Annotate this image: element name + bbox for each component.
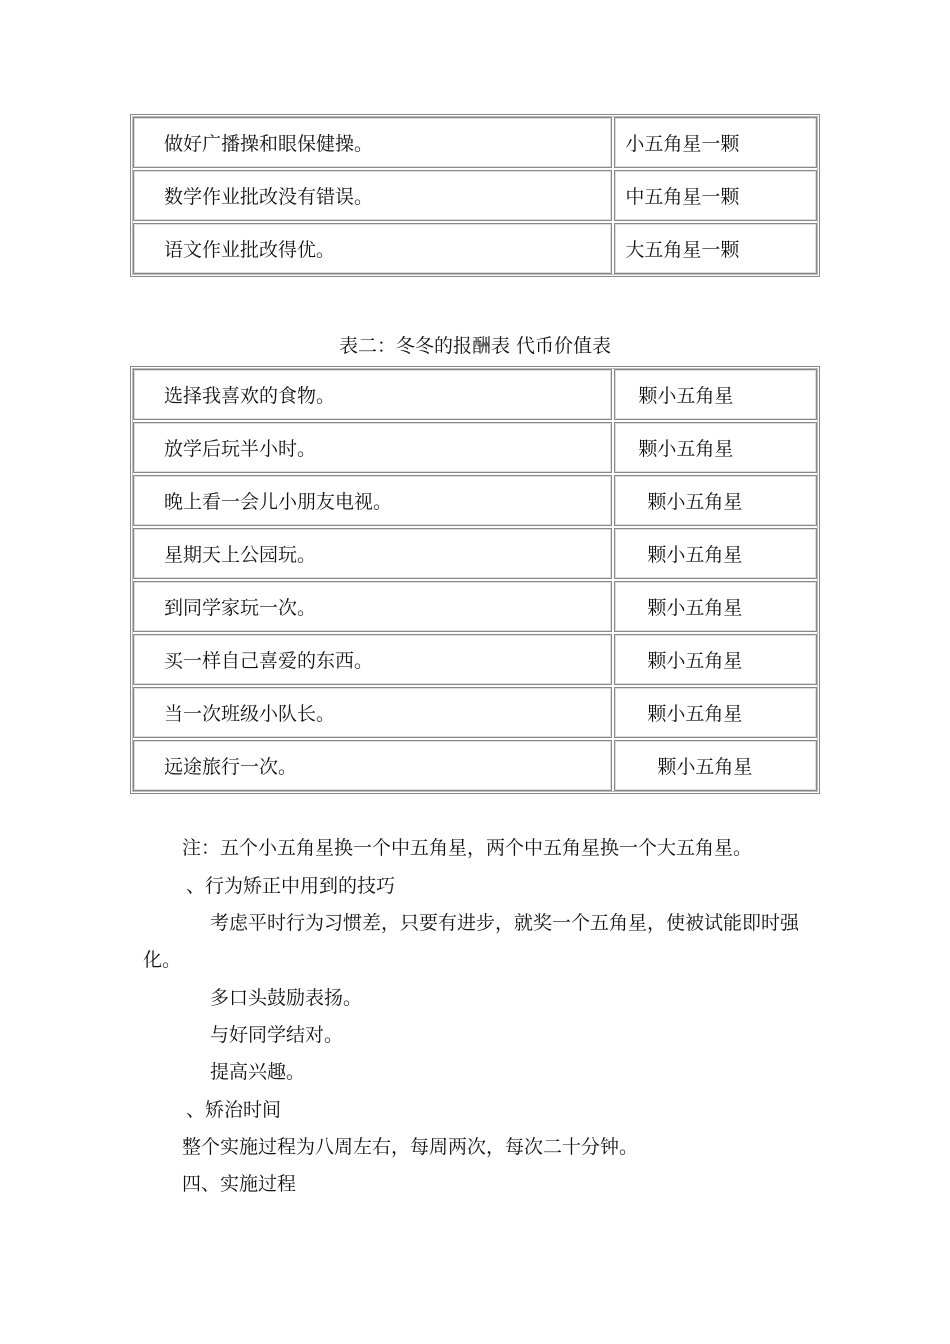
activity-cell: 远途旅行一次。 xyxy=(133,740,612,791)
activity-cell: 到同学家玩一次。 xyxy=(133,581,612,632)
table-row xyxy=(133,634,817,685)
cost-cell: 颗小五角星 xyxy=(614,475,817,526)
table-row xyxy=(133,687,817,738)
table-row xyxy=(133,369,817,420)
activity-cell: 晚上看一会儿小朋友电视。 xyxy=(133,475,612,526)
table-row xyxy=(133,528,817,579)
table-row xyxy=(133,223,817,274)
table-row xyxy=(133,740,817,791)
activity-cell: 当一次班级小队长。 xyxy=(133,687,612,738)
note-text: 注：五个小五角星换一个中五角星，两个中五角星换一个大五角星。 xyxy=(182,837,753,859)
cost-cell: 颗小五角星 xyxy=(614,369,817,420)
paragraph-technique-3: 与好同学结对。 xyxy=(210,1024,344,1046)
section-heading-techniques: 、行为矫正中用到的技巧 xyxy=(186,875,396,897)
paragraph-technique-1: 考虑平时行为习惯差，只要有进步，就奖一个五角星，使被试能即时强 xyxy=(210,912,800,934)
activity-cell: 选择我喜欢的食物。 xyxy=(133,369,612,420)
paragraph-technique-4: 提高兴趣。 xyxy=(210,1061,306,1083)
table-row xyxy=(133,422,817,473)
table-row xyxy=(133,475,817,526)
behavior-cell: 语文作业批改得优。 xyxy=(133,223,612,274)
behavior-cell: 数学作业批改没有错误。 xyxy=(133,170,612,221)
cost-cell: 颗小五角星 xyxy=(614,740,817,791)
table-caption: 表二：冬冬的报酬表 代币价值表 xyxy=(338,335,612,357)
cost-cell: 颗小五角星 xyxy=(614,634,817,685)
paragraph-technique-1-cont: 化。 xyxy=(143,949,182,971)
token-value-table xyxy=(130,366,820,794)
table-row xyxy=(133,581,817,632)
paragraph-time: 整个实施过程为八周左右，每周两次，每次二十分钟。 xyxy=(182,1136,639,1158)
behavior-cell: 做好广播操和眼保健操。 xyxy=(133,117,612,168)
section-heading-time: 、矫治时间 xyxy=(186,1099,282,1121)
activity-cell: 放学后玩半小时。 xyxy=(133,422,612,473)
activity-cell: 星期天上公园玩。 xyxy=(133,528,612,579)
table-row xyxy=(133,117,817,168)
activity-cell: 买一样自己喜爱的东西。 xyxy=(133,634,612,685)
cost-cell: 颗小五角星 xyxy=(614,422,817,473)
paragraph-technique-2: 多口头鼓励表扬。 xyxy=(210,987,363,1009)
reward-cell: 小五角星一颗 xyxy=(614,117,817,168)
cost-cell: 颗小五角星 xyxy=(614,581,817,632)
cost-cell: 颗小五角星 xyxy=(614,687,817,738)
section-heading-process: 四、实施过程 xyxy=(182,1173,297,1195)
reward-cell: 中五角星一颗 xyxy=(614,170,817,221)
table-row xyxy=(133,170,817,221)
reward-table xyxy=(130,114,820,277)
reward-cell: 大五角星一颗 xyxy=(614,223,817,274)
cost-cell: 颗小五角星 xyxy=(614,528,817,579)
